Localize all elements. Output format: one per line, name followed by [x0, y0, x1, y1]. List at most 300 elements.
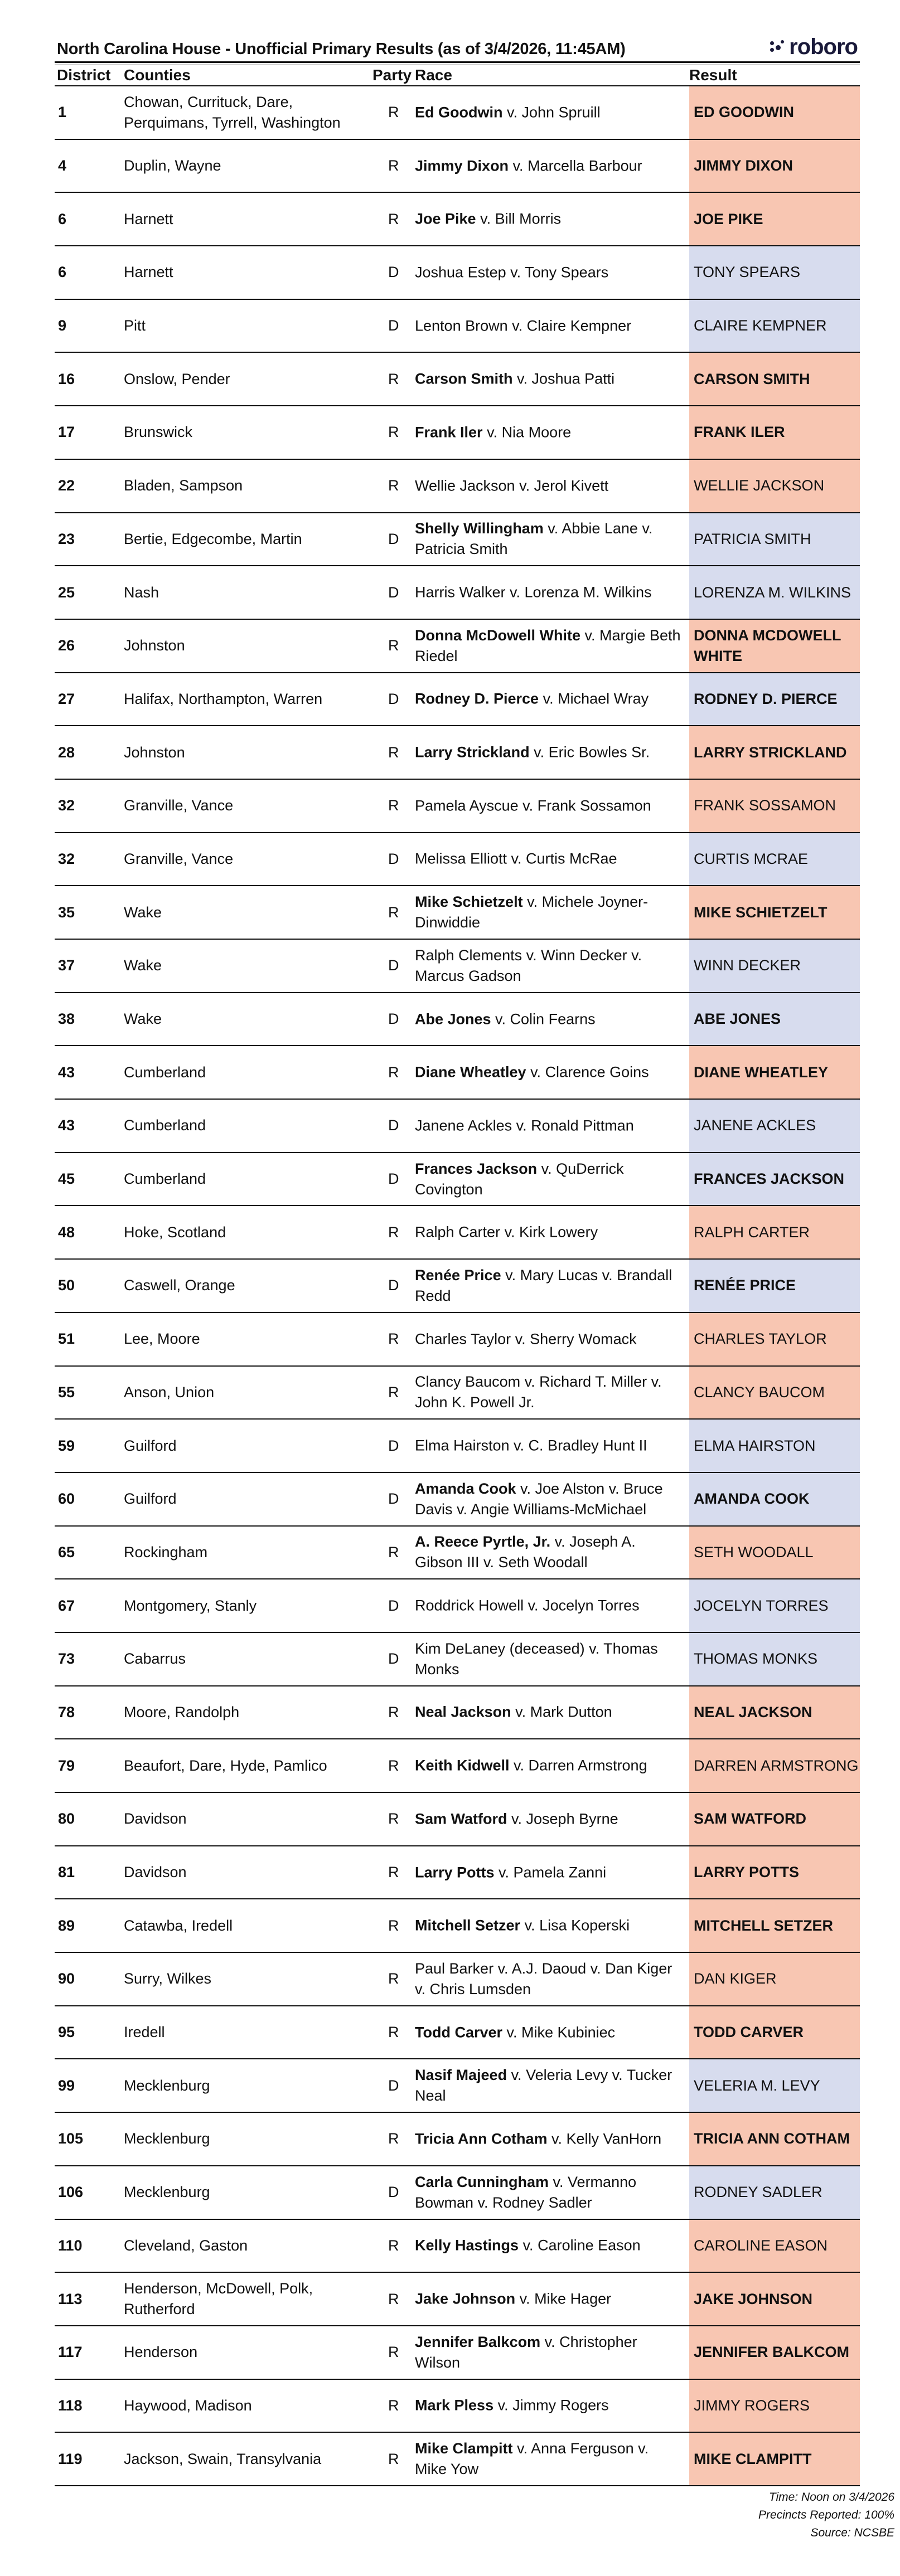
counties-cell: Granville, Vance — [124, 850, 234, 867]
counties-cell: Cabarrus — [124, 1650, 186, 1668]
table-row — [55, 1046, 860, 1100]
race-cell — [415, 566, 683, 619]
table-row — [55, 2380, 860, 2433]
counties-cell: Wake — [124, 903, 162, 921]
race-cell — [415, 2220, 683, 2272]
party-cell: D — [388, 1597, 399, 1614]
counties-cell: Cumberland — [124, 1117, 206, 1134]
race-cell — [415, 1420, 683, 1472]
district-cell: 25 — [58, 584, 75, 601]
race-winner: Keith Kidwell — [415, 1757, 510, 1774]
table-row — [55, 2433, 860, 2486]
race-opponents: v. Marcella Barbour — [509, 157, 642, 174]
table-row — [55, 1313, 860, 1367]
counties-cell: Granville, Vance — [124, 797, 234, 814]
page-title: North Carolina House - Unofficial Primary Results (as of 3/4/2026, 11:45AM) — [57, 40, 626, 58]
table-row — [55, 2006, 860, 2060]
party-cell: R — [388, 370, 399, 387]
result-cell: PATRICIA SMITH — [689, 513, 860, 566]
result-cell: FRANK ILER — [689, 406, 860, 459]
table-row — [55, 1686, 860, 1740]
counties-cell: Halifax, Northampton, Warren — [124, 690, 323, 707]
district-cell: 110 — [58, 2237, 83, 2254]
table-row — [55, 1633, 860, 1686]
party-cell: D — [388, 1170, 399, 1188]
race-winner: Renée Price — [415, 1266, 501, 1284]
counties-cell: Rockingham — [124, 1543, 208, 1561]
district-cell: 38 — [58, 1010, 75, 1028]
district-cell: 9 — [58, 317, 67, 334]
district-cell: 81 — [58, 1864, 75, 1881]
district-cell: 118 — [58, 2397, 83, 2414]
counties-cell: Harnett — [124, 264, 173, 281]
race-opponents: v. Vermanno Bowman v. Rodney Sadler — [415, 2173, 637, 2211]
table-row — [55, 2273, 860, 2326]
race-cell — [415, 1633, 683, 1685]
district-cell: 95 — [58, 2024, 75, 2041]
counties-cell: Onslow, Pender — [124, 370, 230, 387]
table-row — [55, 993, 860, 1047]
party-cell: R — [388, 1810, 399, 1827]
party-cell: D — [388, 957, 399, 974]
race-winner: Jennifer Balkcom — [415, 2333, 541, 2350]
counties-cell: Caswell, Orange — [124, 1277, 235, 1294]
table-row — [55, 2220, 860, 2273]
party-cell: R — [388, 1223, 399, 1241]
race-cell — [415, 140, 683, 192]
counties-cell: Haywood, Madison — [124, 2397, 252, 2414]
result-cell: THOMAS MONKS — [689, 1633, 860, 1685]
party-cell: R — [388, 424, 399, 441]
race-opponents: v. Joseph A. Gibson III v. Seth Woodall — [415, 1533, 636, 1571]
race-cell — [415, 86, 683, 139]
result-cell: MIKE CLAMPITT — [689, 2433, 860, 2485]
party-cell: R — [388, 1703, 399, 1720]
race-winner: Mitchell Setzer — [415, 1917, 521, 1934]
race-opponents: Kim DeLaney (deceased) v. Thomas Monks — [415, 1640, 658, 1678]
result-cell: AMANDA COOK — [689, 1473, 860, 1525]
counties-cell: Bertie, Edgecombe, Martin — [124, 530, 302, 547]
counties-cell: Chowan, Currituck, Dare, Perquimans, Tyrrell, Washington — [124, 93, 341, 131]
party-cell: D — [388, 1490, 399, 1508]
result-cell: ED GOODWIN — [689, 86, 860, 139]
race-cell — [415, 1473, 683, 1525]
table-row — [55, 1367, 860, 1420]
race-opponents: v. Kelly VanHorn — [547, 2130, 662, 2147]
race-winner: Sam Watford — [415, 1810, 507, 1827]
counties-cell: Wake — [124, 957, 162, 974]
race-cell — [415, 1260, 683, 1312]
race-cell — [415, 2006, 683, 2059]
district-cell: 51 — [58, 1330, 75, 1348]
race-opponents: Lenton Brown v. Claire Kempner — [415, 317, 632, 334]
race-opponents: v. Pamela Zanni — [494, 1864, 607, 1881]
party-cell: D — [388, 1277, 399, 1294]
result-cell: DIANE WHEATLEY — [689, 1046, 860, 1099]
table-row — [55, 780, 860, 833]
race-winner: Todd Carver — [415, 2024, 503, 2041]
race-cell — [415, 1153, 683, 1206]
race-cell — [415, 406, 683, 459]
race-winner: Joe Pike — [415, 210, 476, 227]
logo-text: roboro — [789, 35, 858, 59]
counties-cell: Johnston — [124, 743, 185, 761]
race-cell — [415, 620, 683, 672]
result-cell: CURTIS MCRAE — [689, 833, 860, 886]
district-cell: 67 — [58, 1597, 75, 1614]
counties-cell: Henderson — [124, 2344, 198, 2361]
party-cell: D — [388, 530, 399, 547]
counties-cell: Mecklenburg — [124, 2077, 210, 2094]
col-district: District — [57, 66, 111, 84]
district-cell: 48 — [58, 1223, 75, 1241]
table-row — [55, 513, 860, 567]
race-opponents: v. Michael Wray — [539, 690, 649, 707]
party-cell: R — [388, 157, 399, 174]
party-cell: D — [388, 264, 399, 281]
counties-cell: Nash — [124, 584, 159, 601]
race-cell — [415, 1846, 683, 1899]
district-cell: 16 — [58, 370, 75, 387]
counties-cell: Harnett — [124, 210, 173, 227]
result-cell: ABE JONES — [689, 993, 860, 1046]
race-cell — [415, 2433, 683, 2485]
table-row — [55, 2059, 860, 2113]
counties-cell: Lee, Moore — [124, 1330, 200, 1348]
race-opponents: Roddrick Howell v. Jocelyn Torres — [415, 1597, 640, 1614]
party-cell: R — [388, 1917, 399, 1934]
race-winner: Frances Jackson — [415, 1160, 538, 1177]
result-cell: CAROLINE EASON — [689, 2220, 860, 2272]
district-cell: 26 — [58, 637, 75, 654]
race-opponents: v. Mary Lucas v. Brandall Redd — [415, 1266, 672, 1304]
district-cell: 17 — [58, 424, 75, 441]
counties-cell: Mecklenburg — [124, 2130, 210, 2147]
district-cell: 73 — [58, 1650, 75, 1668]
district-cell: 27 — [58, 690, 75, 707]
race-cell — [415, 1739, 683, 1792]
race-opponents: v. Abbie Lane v. Patricia Smith — [415, 520, 653, 558]
race-opponents: v. QuDerrick Covington — [415, 1160, 624, 1198]
race-opponents: v. Jimmy Rogers — [493, 2397, 609, 2414]
race-opponents: v. Lisa Koperski — [520, 1917, 630, 1934]
result-cell: DARREN ARMSTRONG — [689, 1739, 860, 1792]
party-cell: D — [388, 584, 399, 601]
race-cell — [415, 353, 683, 405]
counties-cell: Bladen, Sampson — [124, 477, 243, 494]
counties-cell: Pitt — [124, 317, 146, 334]
party-cell: R — [388, 797, 399, 814]
district-cell: 43 — [58, 1117, 75, 1134]
race-opponents: Ralph Clements v. Winn Decker v. Marcus Gadson — [415, 946, 642, 984]
race-opponents: Janene Ackles v. Ronald Pittman — [415, 1117, 634, 1134]
race-cell — [415, 1899, 683, 1952]
result-cell: TONY SPEARS — [689, 246, 860, 299]
race-opponents: Pamela Ayscue v. Frank Sossamon — [415, 797, 651, 814]
race-opponents: Clancy Baucom v. Richard T. Miller v. John K. Powell Jr. — [415, 1373, 662, 1411]
table-row — [55, 1953, 860, 2006]
party-cell: R — [388, 477, 399, 494]
party-cell: D — [388, 1650, 399, 1668]
race-cell — [415, 246, 683, 299]
race-winner: Larry Strickland — [415, 743, 530, 761]
race-cell — [415, 2326, 683, 2379]
race-winner: Tricia Ann Cotham — [415, 2130, 548, 2147]
race-cell — [415, 300, 683, 352]
race-cell — [415, 460, 683, 512]
header — [55, 32, 860, 58]
results-page — [55, 32, 860, 2486]
race-cell — [415, 2059, 683, 2112]
table-row — [55, 940, 860, 993]
table-row — [55, 246, 860, 300]
party-cell: R — [388, 2237, 399, 2254]
district-cell: 28 — [58, 743, 75, 761]
race-winner: Rodney D. Pierce — [415, 690, 539, 707]
race-opponents: v. Joshua Patti — [512, 370, 615, 387]
race-opponents: Melissa Elliott v. Curtis McRae — [415, 850, 617, 867]
result-cell: JOCELYN TORRES — [689, 1579, 860, 1632]
race-opponents: v. John Spruill — [502, 104, 601, 121]
table-row — [55, 886, 860, 940]
result-cell: CHARLES TAYLOR — [689, 1313, 860, 1365]
result-cell: FRANCES JACKSON — [689, 1153, 860, 1206]
counties-cell: Beaufort, Dare, Hyde, Pamlico — [124, 1757, 327, 1774]
race-opponents: v. Anna Ferguson v. Mike Yow — [415, 2440, 649, 2478]
counties-cell: Davidson — [124, 1810, 187, 1827]
result-cell: CLANCY BAUCOM — [689, 1367, 860, 1419]
district-cell: 60 — [58, 1490, 75, 1508]
counties-cell: Iredell — [124, 2024, 165, 2041]
footer-time: Time: Noon on 3/4/2026 — [768, 2491, 894, 2504]
footer-source: Source: NCSBE — [810, 2526, 894, 2539]
counties-cell: Davidson — [124, 1864, 187, 1881]
race-cell — [415, 886, 683, 939]
race-winner: Donna McDowell White — [415, 626, 580, 644]
race-winner: Mike Clampitt — [415, 2440, 513, 2457]
counties-cell: Cumberland — [124, 1170, 206, 1188]
race-opponents: Harris Walker v. Lorenza M. Wilkins — [415, 584, 652, 601]
race-opponents: v. Mike Hager — [515, 2290, 612, 2307]
result-cell: JIMMY ROGERS — [689, 2380, 860, 2432]
party-cell: D — [388, 1437, 399, 1454]
party-cell: R — [388, 1757, 399, 1774]
counties-cell: Mecklenburg — [124, 2184, 210, 2201]
race-cell — [415, 1100, 683, 1152]
district-cell: 32 — [58, 850, 75, 867]
counties-cell: Surry, Wilkes — [124, 1970, 212, 1987]
race-opponents: v. Joseph Byrne — [507, 1810, 618, 1827]
district-cell: 4 — [58, 157, 67, 174]
result-cell: JOE PIKE — [689, 193, 860, 245]
table-row — [55, 833, 860, 887]
district-cell: 32 — [58, 797, 75, 814]
table-row — [55, 566, 860, 620]
race-cell — [415, 993, 683, 1046]
result-cell: TODD CARVER — [689, 2006, 860, 2059]
race-cell — [415, 2113, 683, 2165]
race-cell — [415, 1953, 683, 2005]
race-opponents: Elma Hairston v. C. Bradley Hunt II — [415, 1437, 647, 1454]
counties-cell: Moore, Randolph — [124, 1703, 240, 1720]
race-cell — [415, 193, 683, 245]
race-opponents: Paul Barker v. A.J. Daoud v. Dan Kiger v. Chris Lumsden — [415, 1960, 672, 1997]
table-row — [55, 2326, 860, 2380]
race-opponents: v. Clarence Goins — [526, 1063, 649, 1081]
table-row — [55, 726, 860, 780]
result-cell: JENNIFER BALKCOM — [689, 2326, 860, 2379]
race-opponents: Charles Taylor v. Sherry Womack — [415, 1330, 637, 1348]
race-opponents: v. Joe Alston v. Bruce Davis v. Angie Williams-McMichael — [415, 1480, 663, 1518]
race-winner: Jimmy Dixon — [415, 157, 509, 174]
race-cell — [415, 2380, 683, 2432]
party-cell: R — [388, 1330, 399, 1348]
counties-cell: Cumberland — [124, 1063, 206, 1081]
race-opponents: Joshua Estep v. Tony Spears — [415, 264, 609, 281]
col-race: Race — [415, 66, 452, 84]
race-winner: Nasif Majeed — [415, 2067, 507, 2084]
party-cell: D — [388, 1010, 399, 1028]
race-cell — [415, 2166, 683, 2219]
party-cell: R — [388, 2024, 399, 2041]
race-winner: Neal Jackson — [415, 1703, 511, 1720]
race-opponents: v. Mike Kubiniec — [502, 2024, 616, 2041]
table-row — [55, 1739, 860, 1793]
race-opponents: v. Eric Bowles Sr. — [529, 743, 650, 761]
district-cell: 113 — [58, 2290, 83, 2307]
race-winner: Abe Jones — [415, 1010, 491, 1028]
party-cell: R — [388, 2130, 399, 2147]
table-row — [55, 460, 860, 513]
counties-cell: Guilford — [124, 1437, 177, 1454]
race-cell — [415, 1367, 683, 1419]
district-cell: 55 — [58, 1383, 75, 1401]
result-cell: RODNEY D. PIERCE — [689, 673, 860, 726]
district-cell: 106 — [58, 2184, 84, 2201]
race-cell — [415, 833, 683, 886]
counties-cell: Duplin, Wayne — [124, 157, 221, 174]
district-cell: 119 — [58, 2450, 83, 2467]
district-cell: 59 — [58, 1437, 75, 1454]
race-winner: Jake Johnson — [415, 2290, 516, 2307]
district-cell: 105 — [58, 2130, 84, 2147]
party-cell: D — [388, 317, 399, 334]
race-opponents: v. Margie Beth Riedel — [415, 626, 681, 664]
result-cell: LARRY POTTS — [689, 1846, 860, 1899]
district-cell: 50 — [58, 1277, 75, 1294]
district-cell: 117 — [58, 2344, 83, 2361]
result-cell: WELLIE JACKSON — [689, 460, 860, 512]
party-cell: R — [388, 1970, 399, 1987]
table-row — [55, 1260, 860, 1313]
race-cell — [415, 1313, 683, 1365]
race-winner: Carla Cunningham — [415, 2173, 549, 2190]
result-cell: MIKE SCHIETZELT — [689, 886, 860, 939]
table-row — [55, 1527, 860, 1580]
race-cell — [415, 2273, 683, 2325]
counties-cell: Brunswick — [124, 424, 193, 441]
race-winner: Shelly Willingham — [415, 520, 544, 537]
col-result: Result — [689, 66, 737, 84]
column-headers — [55, 65, 860, 86]
district-cell: 45 — [58, 1170, 75, 1188]
table-row — [55, 193, 860, 246]
race-cell — [415, 1527, 683, 1579]
race-winner: Ed Goodwin — [415, 104, 503, 121]
result-cell: CLAIRE KEMPNER — [689, 300, 860, 352]
table-row — [55, 1846, 860, 1900]
table-row — [55, 140, 860, 193]
race-winner: Carson Smith — [415, 370, 513, 387]
race-cell — [415, 1793, 683, 1845]
roboro-dots-icon — [770, 40, 785, 55]
result-cell: MITCHELL SETZER — [689, 1899, 860, 1952]
result-cell: DONNA MCDOWELL WHITE — [689, 620, 860, 672]
table-row — [55, 1420, 860, 1473]
party-cell: R — [388, 743, 399, 761]
table-row — [55, 353, 860, 406]
table-row — [55, 1793, 860, 1846]
district-cell: 37 — [58, 957, 75, 974]
race-opponents: v. Bill Morris — [476, 210, 562, 227]
table-row — [55, 1579, 860, 1633]
counties-cell: Cleveland, Gaston — [124, 2237, 248, 2254]
table-row — [55, 1473, 860, 1527]
race-opponents: v. Nia Moore — [482, 424, 572, 441]
race-winner: Mike Schietzelt — [415, 893, 523, 911]
party-cell: R — [388, 2290, 399, 2307]
table-row — [55, 1100, 860, 1153]
counties-cell: Anson, Union — [124, 1383, 215, 1401]
race-opponents: v. Darren Armstrong — [509, 1757, 647, 1774]
table-row — [55, 1153, 860, 1207]
district-cell: 23 — [58, 530, 75, 547]
race-opponents: Ralph Carter v. Kirk Lowery — [415, 1223, 598, 1241]
race-cell — [415, 726, 683, 779]
result-cell: LARRY STRICKLAND — [689, 726, 860, 779]
race-cell — [415, 940, 683, 992]
counties-cell: Hoke, Scotland — [124, 1223, 226, 1241]
race-opponents: v. Mark Dutton — [511, 1703, 612, 1720]
party-cell: R — [388, 2397, 399, 2414]
district-cell: 6 — [58, 210, 67, 227]
district-cell: 22 — [58, 477, 75, 494]
party-cell: R — [388, 1383, 399, 1401]
party-cell: R — [388, 1063, 399, 1081]
result-cell: RENÉE PRICE — [689, 1260, 860, 1312]
race-opponents: v. Caroline Eason — [519, 2237, 641, 2254]
result-cell: ELMA HAIRSTON — [689, 1420, 860, 1472]
race-winner: A. Reece Pyrtle, Jr. — [415, 1533, 551, 1551]
race-winner: Amanda Cook — [415, 1480, 516, 1497]
counties-cell: Johnston — [124, 637, 185, 654]
table-row — [55, 1899, 860, 1953]
district-cell: 35 — [58, 903, 75, 921]
race-winner: Mark Pless — [415, 2397, 494, 2414]
party-cell: R — [388, 1543, 399, 1561]
race-winner: Kelly Hastings — [415, 2237, 519, 2254]
result-cell: CARSON SMITH — [689, 353, 860, 405]
result-cell: JIMMY DIXON — [689, 140, 860, 192]
race-winner: Larry Potts — [415, 1864, 495, 1881]
result-cell: DAN KIGER — [689, 1953, 860, 2005]
district-cell: 79 — [58, 1757, 75, 1774]
col-party: Party — [372, 66, 412, 84]
party-cell: D — [388, 850, 399, 867]
result-cell: RALPH CARTER — [689, 1206, 860, 1258]
party-cell: R — [388, 210, 399, 227]
district-cell: 90 — [58, 1970, 75, 1987]
